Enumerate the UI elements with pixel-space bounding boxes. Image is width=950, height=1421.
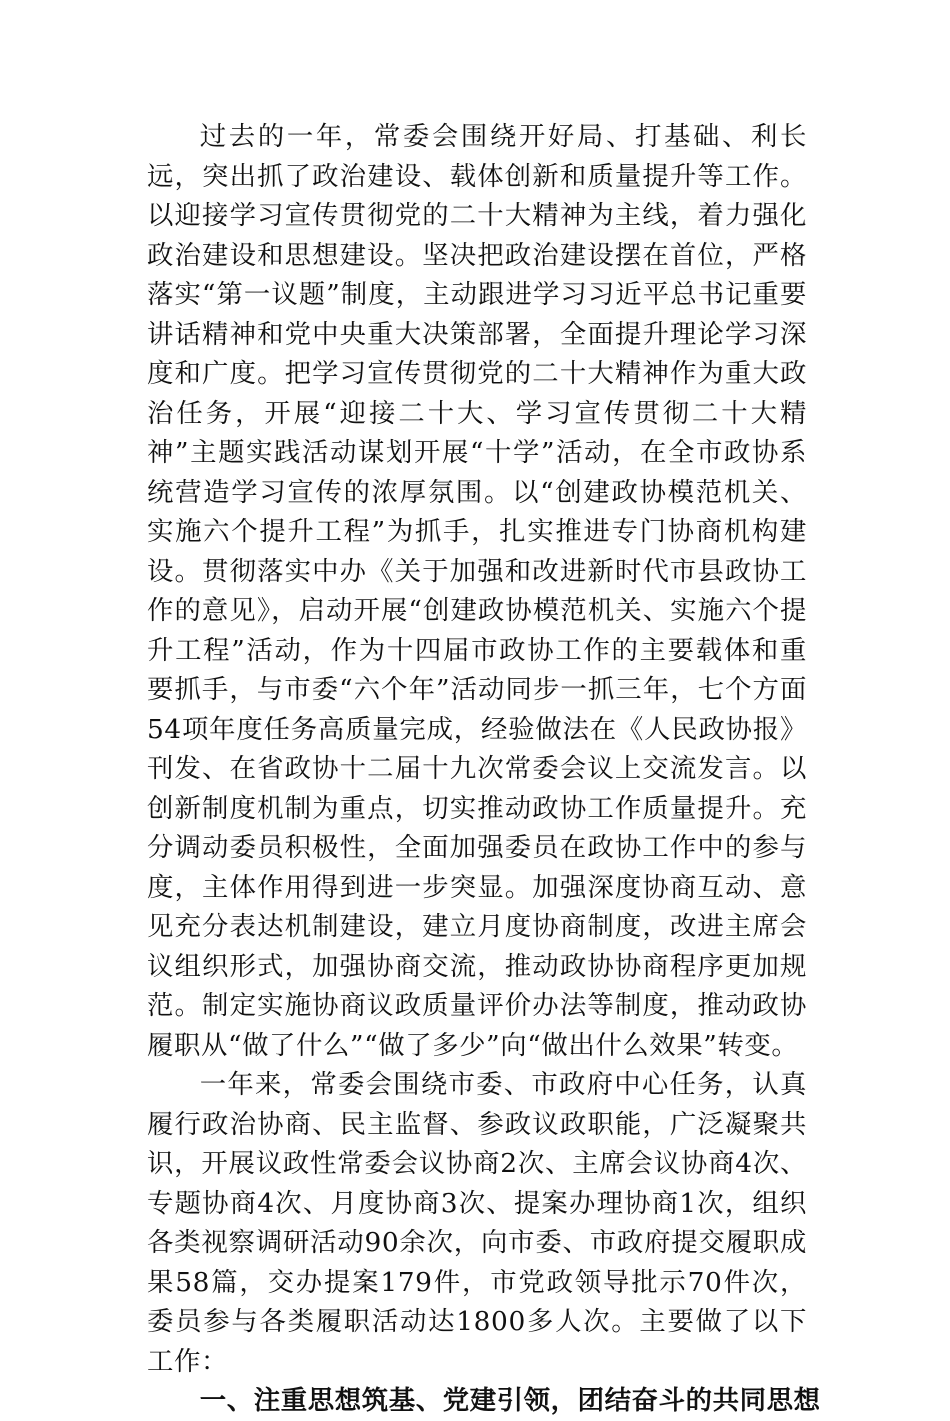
body-paragraph-1: 过去的一年，常委会围绕开好局、打基础、利长远，突出抓了政治建设、载体创新和质量提升等工作。以迎接学习宣传贯彻党的二十大精神为主线，着力强化政治建设和思想建设。坚决把政治建设摆在首位，严格落实“第一议题”制度，主动跟进学习习近平总书记重要讲话精神和党中央重大决策部署，全面提升理论学习深度和广度。把学习宣传贯彻党的二十大精神作为重大政治任务，开展“迎接二十大、学习宣传贯彻二十大精神”主题实践活动谋划开展“十学”活动，在全市政协系统营造学习宣传的浓厚氛围。以“创建政协模范机关、实施六个提升工程”为抓手，扎实推进专门协商机构建设。贯彻落实中办《关于加强和改进新时代市县政协工作的意见》，启动开展“创建政协模范机关、实施六个提升工程”活动，作为十四届市政协工作的主要载体和重要抓手，与市委“六个年”活动同步一抓三年，七个方面54项年度任务高质量完成，经验做法在《人民政协报》刊发、在省政协十二届十九次常委会议上交流发言。以创新制度机制为重点，切实推动政协工作质量提升。充分调动委员积极性，全面加强委员在政协工作中的参与度，主体作用得到进一步突显。加强深度协商互动、意见充分表达机制建设，建立月度协商制度，改进主席会议组织形式，加强协商交流，推动政协协商程序更加规范。制定实施协商议政质量评价办法等制度，推动政协履职从“做了什么”“做了多少”向“做出什么效果”转变。 [147,121,807,1061]
document-page [147,117,821,1421]
section-heading: 一、注重思想筑基、党建引领，团结奋斗的共同思想 [199,1385,821,1416]
body-paragraph-2: 一年来，常委会围绕市委、市政府中心任务，认真履行政治协商、民主监督、参政议政职能，广泛凝聚共识，开展议政性常委会议协商2次、主席会议协商4次、专题协商4次、月度协商3次、提案办理协商1次，组织各类视察调研活动90余次，向市委、市政府提交履职成果58篇，交办提案179件，市党政领导批示70件次，委员参与各类履职活动达1800多人次。主要做了以下工作： [147,1069,807,1377]
